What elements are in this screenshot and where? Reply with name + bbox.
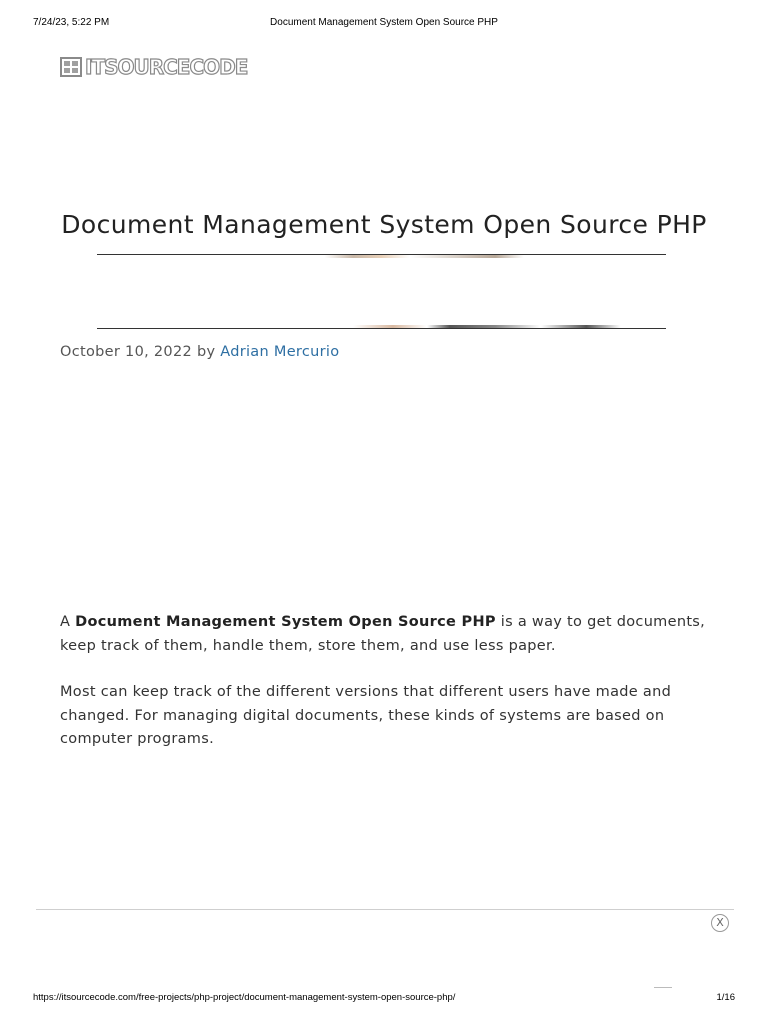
- featured-image-bottom-edge: [97, 325, 666, 328]
- logo-text: ITSOURCECODE: [85, 55, 248, 79]
- page-title: Document Management System Open Source PHP: [61, 210, 707, 239]
- print-footer: [33, 992, 735, 1006]
- grid-logo-icon: [60, 57, 82, 77]
- print-page-number: 1/16: [716, 992, 735, 1003]
- print-header: [33, 17, 735, 31]
- ad-marker: [654, 987, 672, 988]
- site-logo[interactable]: [60, 55, 247, 79]
- post-by: by: [196, 344, 216, 360]
- ad-divider: [36, 909, 734, 910]
- post-meta: [60, 344, 339, 360]
- close-icon: X: [716, 916, 724, 929]
- intro-suffix: is a way to get documents, keep track of them, handle them, store them, and use less paper.: [60, 614, 706, 654]
- versions-paragraph: Most can keep track of the different versions that different users have made and changed. For managing digital documents, these kinds of systems are based on computer programs.: [60, 684, 672, 747]
- intro-prefix: A: [60, 614, 71, 630]
- print-title: Document Management System Open Source PHP: [270, 17, 498, 28]
- print-date: 7/24/23, 5:22 PM: [33, 17, 110, 28]
- post-date: October 10, 2022: [60, 344, 193, 360]
- close-ad-button[interactable]: [711, 914, 729, 932]
- featured-image: [97, 254, 666, 329]
- print-url: https://itsourcecode.com/free-projects/php-project/document-management-system-open-source-php/: [33, 992, 456, 1003]
- intro-bold-term: Document Management System Open Source PHP: [75, 614, 496, 630]
- featured-image-top-edge: [97, 255, 666, 258]
- intro-paragraph: [60, 611, 720, 658]
- author-link[interactable]: Adrian Mercurio: [220, 344, 340, 360]
